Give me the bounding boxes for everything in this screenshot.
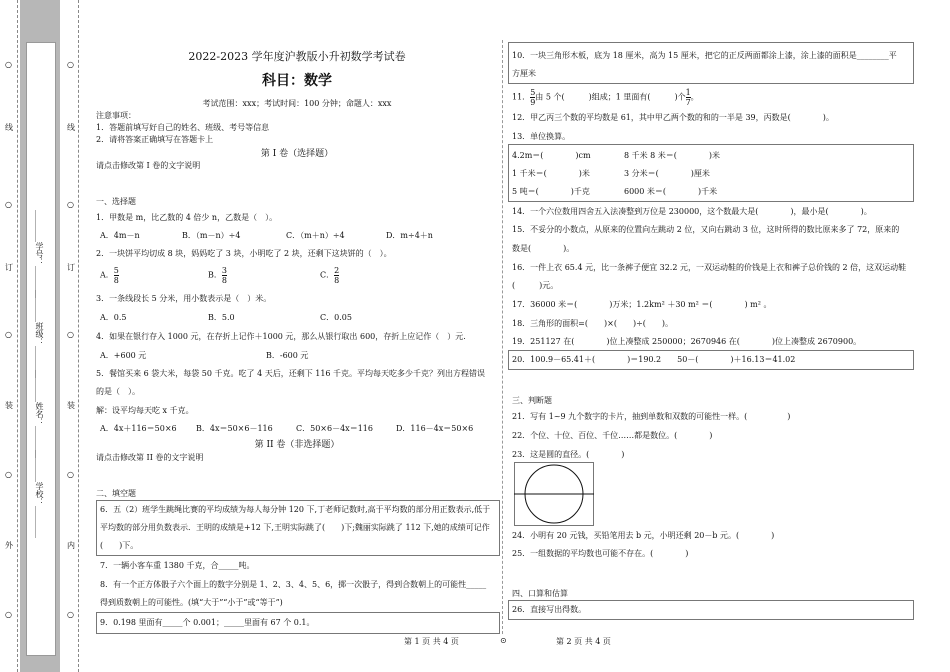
question-26: 26．直接写出得数。 bbox=[512, 605, 587, 614]
dot-1: ○ bbox=[5, 60, 12, 69]
q5-option-a: A．4x＋116＝50×6 bbox=[100, 424, 177, 433]
q4-option-b: B．-600 元 bbox=[266, 351, 309, 360]
q5-option-d: D．116－4x＝50×6 bbox=[396, 424, 474, 433]
q2-option-a: A． $\frac{5}{8}$ bbox=[100, 266, 119, 285]
subject-title: 科目：数学 bbox=[262, 73, 332, 89]
bind-mark-3: 装 bbox=[5, 401, 13, 410]
question-16-cont: ( )元。 bbox=[512, 281, 559, 290]
field-student-id: ________学号：________ bbox=[35, 210, 44, 298]
bind-mark-inner-4: 内 bbox=[67, 541, 75, 550]
question-14: 14．一个六位数用四舍五入法凑整到万位是 230000，这个数最大是( )，最小是( )。 bbox=[512, 207, 872, 216]
q13-cell: 4.2m＝( )cm bbox=[512, 151, 591, 160]
q1-option-a: A．4m－n bbox=[100, 231, 140, 240]
field-school: ________学校：________ bbox=[35, 450, 44, 538]
q1-option-b: B．（m－n）÷4 bbox=[182, 231, 241, 240]
q13-cell: 6000 米＝( )千米 bbox=[624, 187, 718, 196]
question-10: 10．一块三角形木板，底为 18 厘米，高为 15 厘米，把它的正反两面都涂上漆，涂上漆的面积是________平 bbox=[512, 51, 897, 60]
section3-title: 三、判断题 bbox=[512, 396, 552, 405]
q5-option-b: B．4x＝50×6－116 bbox=[196, 424, 273, 433]
question-5: 5．餐馆买来 6 袋大米，每袋 50 千克。吃了 4 天后，还剩下 116 千克。平均每天吃多少千克？列出方程错误 bbox=[96, 369, 486, 378]
dot-5: ○ bbox=[5, 610, 12, 619]
question-7: 7．一辆小客车重 1380 千克，合_____吨。 bbox=[100, 561, 255, 570]
q5-option-c: C．50×6－4x＝116 bbox=[296, 424, 373, 433]
q2-option-c: C． $\frac{2}{8}$ bbox=[320, 266, 340, 285]
question-18: 18．三角形的面积=( )×( )÷( )。 bbox=[512, 319, 674, 328]
dot-inner-1: ○ bbox=[67, 60, 74, 69]
q3-option-a: A．0.5 bbox=[100, 313, 127, 322]
question-11: 11． $\frac{5}{9}$ 由 5 个( )组成；1 里面有( )个 $\frac{1}{7}$ 。 bbox=[512, 88, 699, 107]
q10-box bbox=[508, 42, 914, 84]
q5-solve: 解：设平均每天吃 x 千克。 bbox=[96, 406, 194, 415]
dot-inner-5: ○ bbox=[67, 610, 74, 619]
q4-option-a: A．+600 元 bbox=[100, 351, 147, 360]
dot-inner-4: ○ bbox=[67, 470, 74, 479]
field-class: ________班级：________ bbox=[35, 290, 44, 378]
notice-heading: 注意事项： bbox=[96, 111, 136, 120]
page-divider bbox=[502, 40, 503, 634]
question-1: 1．甲数是 m，比乙数的 4 倍少 n，乙数是（ ）。 bbox=[96, 213, 278, 222]
exam-info: 考试范围：xxx；考试时间：100 分钟；命题人：xxx bbox=[202, 99, 392, 108]
q1-option-c: C．（m＋n）÷4 bbox=[286, 231, 345, 240]
dot-inner-2: ○ bbox=[67, 200, 74, 209]
question-24: 24．小明有 20 元钱，买铅笔用去 b 元，小明还剩 20－b 元。( ) bbox=[512, 531, 775, 540]
question-8-cont: 得到质数朝上的可能性。(填“大于”“小于”或“等于”) bbox=[100, 598, 283, 607]
question-5-cont: 的是（ ）。 bbox=[96, 387, 140, 396]
question-23: 23．这是圆的直径。( ) bbox=[512, 450, 625, 459]
circle-figure bbox=[514, 462, 594, 526]
section2-title: 二、填空题 bbox=[96, 489, 136, 498]
question-16: 16．一件上衣 65.4 元，比一条裤子便宜 32.2 元，一双运动鞋的价钱是上衣和裤子总价钱的 2 倍，这双运动鞋 bbox=[512, 263, 907, 272]
bind-mark-2: 订 bbox=[5, 263, 13, 272]
question-21: 21．写有 1~9 九个数字的卡片，抽到单数和双数的可能性一样。( ) bbox=[512, 412, 791, 421]
dot-4: ○ bbox=[5, 470, 12, 479]
question-22: 22．个位、十位、百位、千位……都是数位。( ) bbox=[512, 431, 713, 440]
question-17: 17．36000 米＝( )万米；1.2km² ＋30 m² ＝( ) m² 。 bbox=[512, 300, 772, 309]
question-12: 12．甲乙丙三个数的平均数是 61，其中甲乙两个数的和的一半是 39，丙数是( )。 bbox=[512, 113, 834, 122]
section1-title: 一、选择题 bbox=[96, 197, 136, 206]
bind-mark-inner-3: 装 bbox=[67, 401, 75, 410]
question-25: 25．一组数据的平均数也可能不存在。( ) bbox=[512, 549, 689, 558]
bind-mark-inner-1: 线 bbox=[67, 123, 75, 132]
volume2-hint: 请点击修改第 II 卷的文字说明 bbox=[96, 453, 204, 462]
bind-mark-inner-2: 订 bbox=[67, 263, 75, 272]
question-15-cont: 数是( )。 bbox=[512, 244, 575, 253]
volume1-hint: 请点击修改第 I 卷的文字说明 bbox=[96, 161, 201, 170]
q1-option-d: D．m÷4＋n bbox=[386, 231, 433, 240]
question-2: 2．一块饼平均切成 8 块，妈妈吃了 3 块，小明吃了 2 块，还剩下这块饼的（ ）。 bbox=[96, 249, 392, 258]
notice-item: 2．请将答案正确填写在答题卡上 bbox=[96, 135, 214, 144]
field-name: ________姓名：________ bbox=[35, 370, 44, 458]
question-10-cont: 方厘米 bbox=[512, 69, 536, 78]
question-19: 19．251127 在( )位上凑整成 250000；2670946 在( )位上凑整成 2670900。 bbox=[512, 337, 862, 346]
dot-inner-3: ○ bbox=[67, 330, 74, 339]
footer-right-page: 第 2 页 共 4 页 bbox=[556, 637, 611, 646]
footer-mid: ⊙ bbox=[500, 636, 507, 645]
bind-mark-4: 外 bbox=[5, 541, 13, 550]
bind-mark-1: 线 bbox=[5, 123, 13, 132]
footer-left-page: 第 1 页 共 4 页 bbox=[404, 637, 459, 646]
q3-option-c: C．0.05 bbox=[320, 313, 352, 322]
question-15: 15．不妥分的小数点，从原来的位置向左跳动 2 位，又向右跳动 3 位，这时所得的数比原来多了 72，原来的 bbox=[512, 225, 900, 234]
question-20: 20．100.9－65.41＋( )＝190.2 50－( )＋16.13＝41.02 bbox=[512, 355, 796, 364]
dot-3: ○ bbox=[5, 330, 12, 339]
question-13: 13．单位换算。 bbox=[512, 132, 571, 141]
q13-cell: 8 千米 8 米＝( )米 bbox=[624, 151, 721, 160]
question-6-cont2: ( )下。 bbox=[100, 541, 139, 550]
q13-cell: 1 千米＝( )米 bbox=[512, 169, 590, 178]
question-6-cont: 平均数的部分用负数表示．王明的成绩是+12 下,王明实际跳了( )下;魏丽实际跳了 112 下,她的成绩可记作 bbox=[100, 523, 490, 532]
section4-title: 四、口算和估算 bbox=[512, 589, 568, 598]
q3-option-b: B．5.0 bbox=[208, 313, 235, 322]
question-6: 6．五（2）班学生跳绳比赛的平均成绩为每人每分钟 120 下,丁老师记数时,高于平均数的部分用正数表示,低于 bbox=[100, 505, 491, 514]
q13-cell: 3 分米＝( )厘米 bbox=[624, 169, 710, 178]
volume2-title: 第 II 卷（非选择题） bbox=[254, 440, 340, 450]
notice-item: 1．答题前填写好自己的姓名、班级、考号等信息 bbox=[96, 123, 270, 132]
dot-2: ○ bbox=[5, 200, 12, 209]
question-3: 3．一条线段长 5 分米，用小数表示是（ ）米。 bbox=[96, 294, 272, 303]
question-8: 8．有一个正方体骰子六个面上的数字分别是 1、2、3、4、5、6，掷一次骰子，得到合数朝上的可能性_____ bbox=[100, 580, 487, 589]
q13-cell: 5 吨＝( )千克 bbox=[512, 187, 590, 196]
exam-title: 2022-2023 学年度沪教版小升初数学考试卷 bbox=[188, 50, 406, 63]
volume1-title: 第 I 卷（选择题） bbox=[260, 149, 334, 159]
q2-option-b: B． $\frac{3}{8}$ bbox=[208, 266, 227, 285]
question-9: 9．0.198 里面有_____个 0.001；_____里面有 67 个 0.1。 bbox=[100, 618, 315, 627]
question-4: 4．如果在银行存入 1000 元，在存折上记作＋1000 元，那么从银行取出 600，存折上应记作（ ）元. bbox=[96, 332, 466, 341]
